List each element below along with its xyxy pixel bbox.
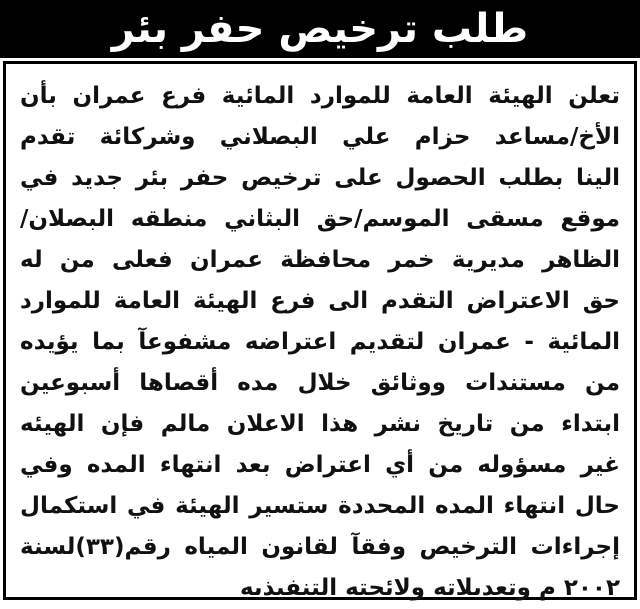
notice-line-11: حال انتهاء المده المحددة ستسير الهيئة في استكمال bbox=[20, 493, 620, 519]
notice-line-12: إجراءات الترخيص وفقآ لقانون المياه رقم(٣٣)لسنة bbox=[20, 534, 620, 560]
notice-body bbox=[20, 76, 620, 609]
notice-line-6: حق الاعتراض التقدم الى فرع الهيئة العامة للموارد bbox=[20, 288, 620, 314]
notice-line-1: تعلن الهيئة العامة للموارد المائية فرع عمران بأن bbox=[20, 83, 620, 109]
notice-line-9: ابتداء من تاريخ نشر هذا الاعلان مالم فإن الهيئه bbox=[20, 411, 620, 437]
notice-line-8: من مستندات ووثائق خلال مده أقصاها أسبوعين bbox=[20, 370, 620, 396]
notice-line-2: الأخ/مساعد حزام علي البصلاني وشركائة تقدم bbox=[20, 124, 620, 150]
notice-title: طلب ترخيص حفر بئر bbox=[111, 6, 529, 52]
notice-line-5: الظاهر مديرية خمر محافظة عمران فعلى من له bbox=[20, 247, 620, 273]
notice-line-7: المائية - عمران لتقديم اعتراضه مشفوعآ بما يؤيده bbox=[20, 329, 620, 355]
notice-line-13: ٢٠٠٢ م وتعديلاته ولائحته التنفيذيه bbox=[239, 575, 620, 601]
notice-line-3: الينا بطلب الحصول على ترخيص حفر بئر جديد في bbox=[20, 165, 620, 191]
title-bar bbox=[0, 0, 640, 58]
notice-line-10: غير مسؤوله من أي اعتراض بعد انتهاء المده وفي bbox=[20, 452, 620, 478]
notice-body-frame bbox=[3, 61, 637, 600]
notice-line-4: موقع مسقى الموسم/حق البثاني منطقه البصلان/ bbox=[20, 206, 620, 232]
